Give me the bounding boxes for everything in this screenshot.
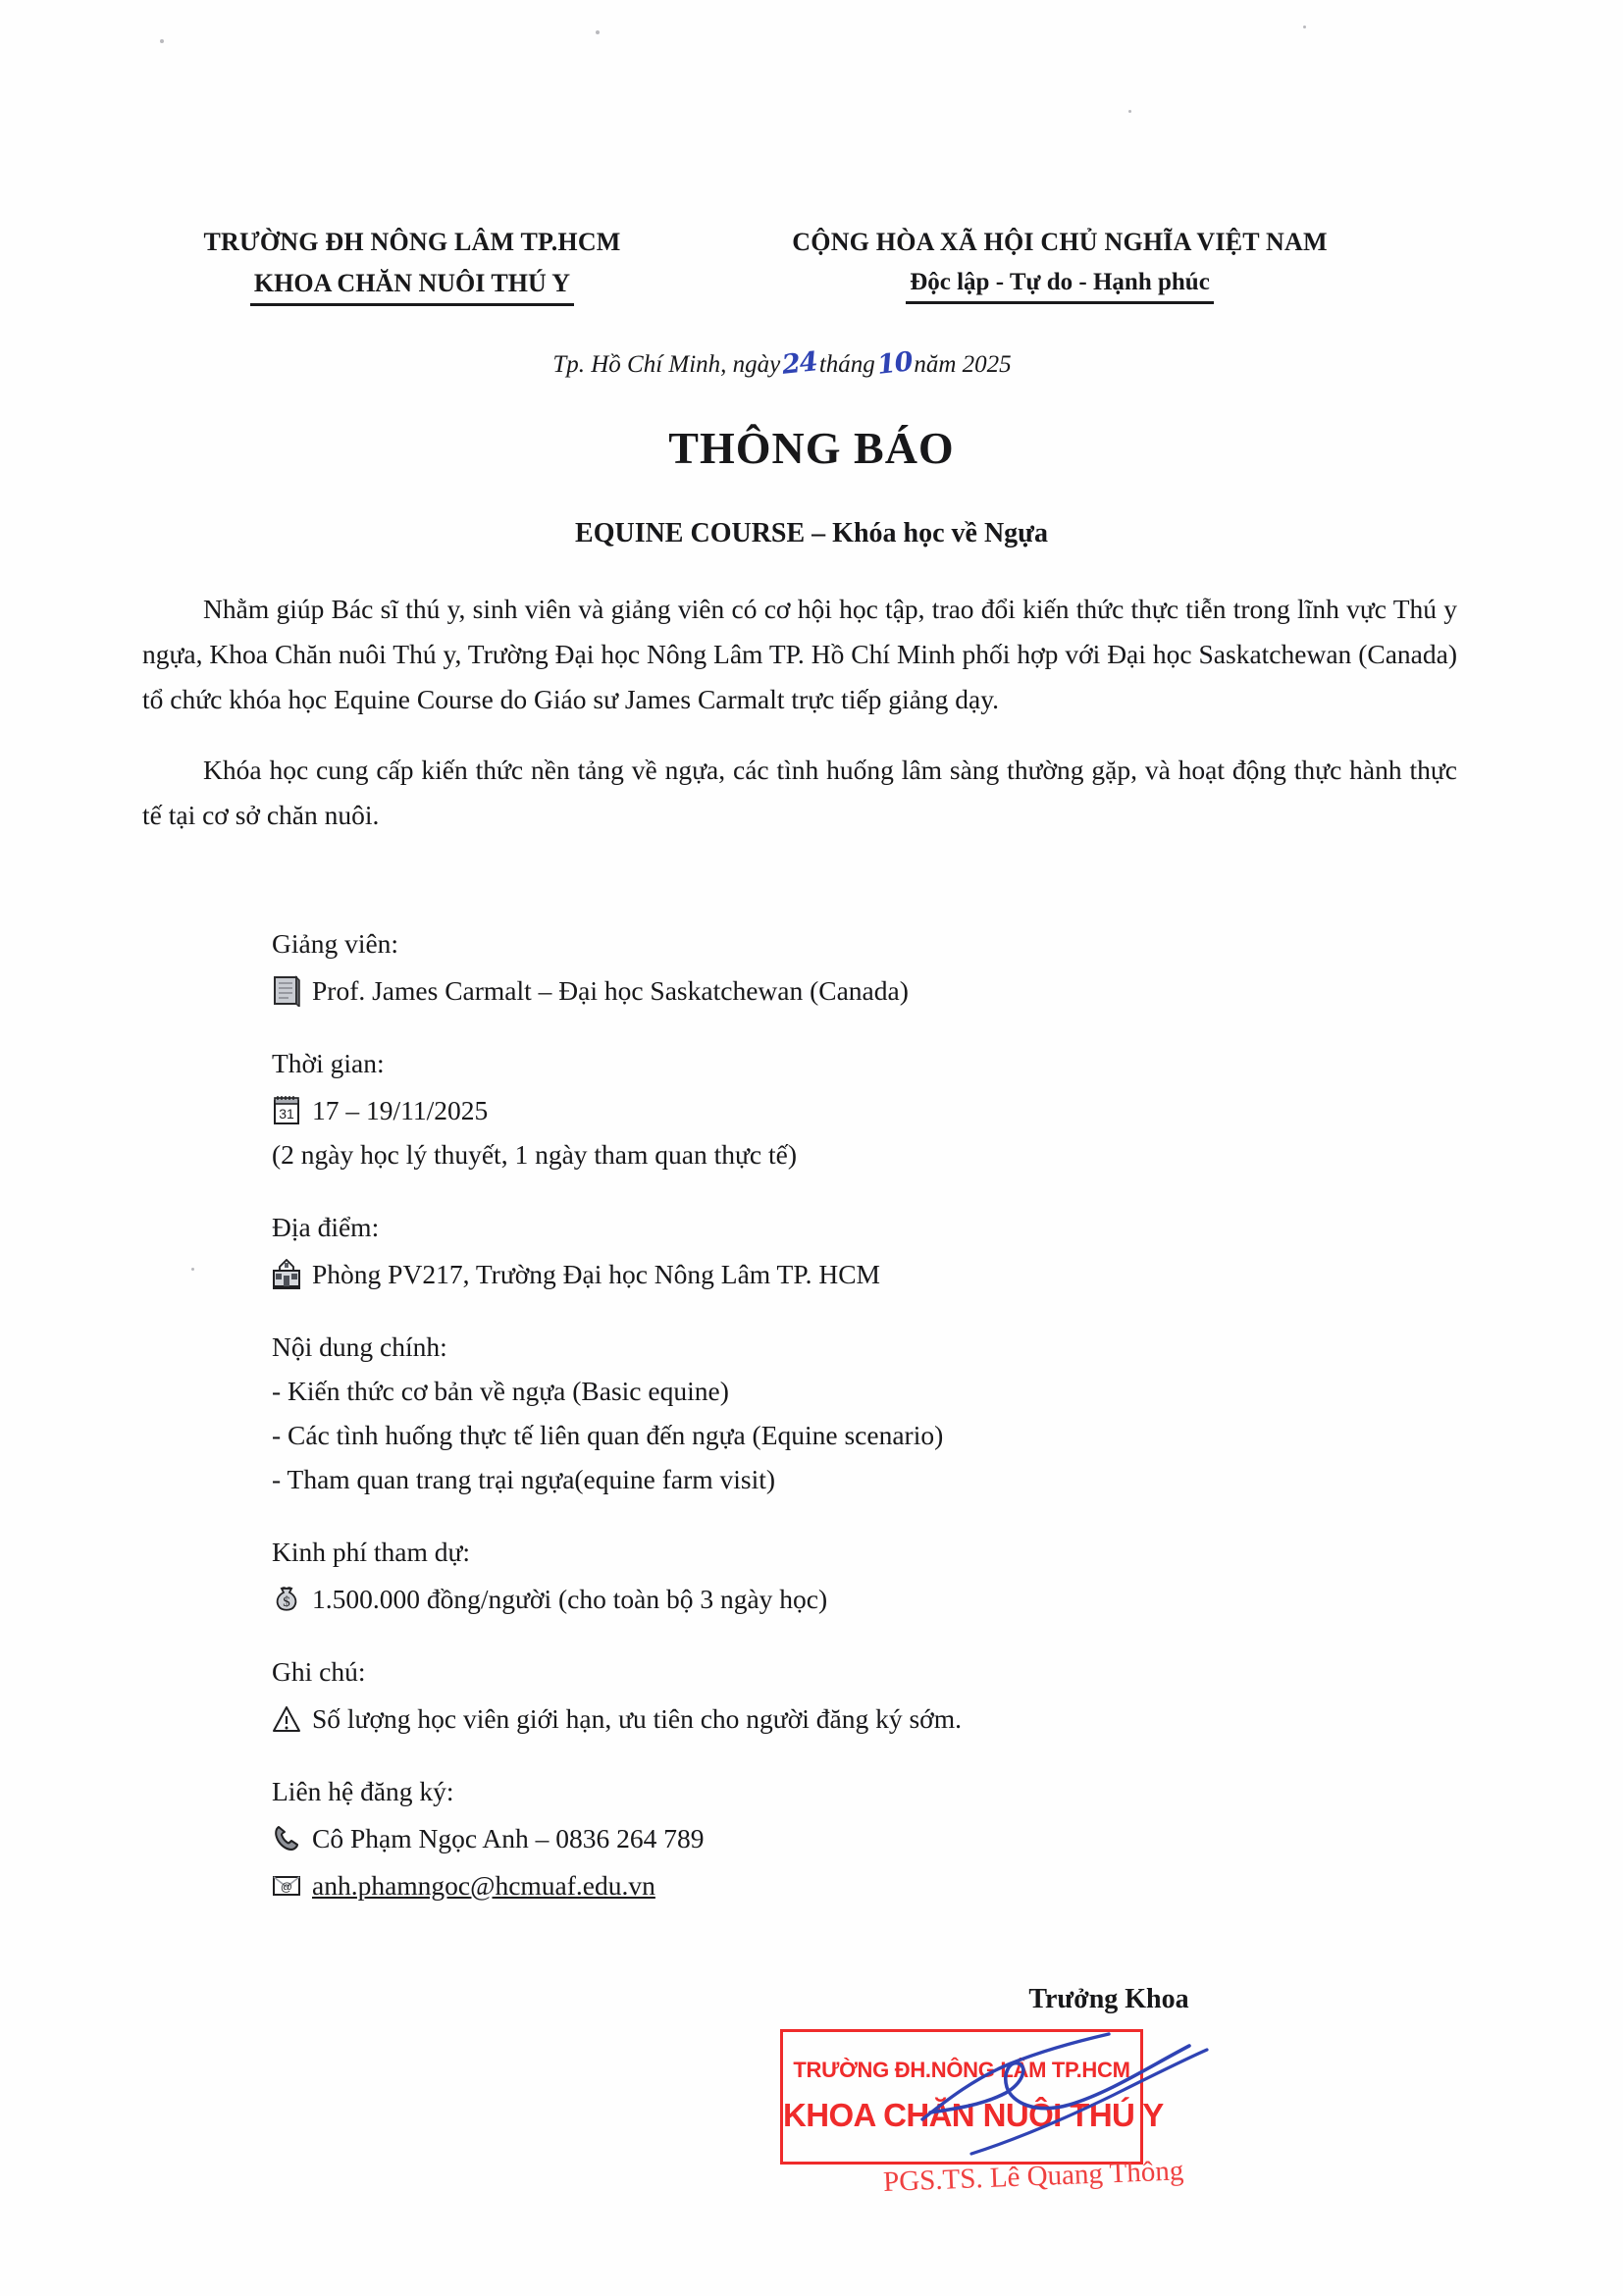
paragraph-overview: Khóa học cung cấp kiến thức nền tảng về ngựa, các tình huống lâm sàng thường gặp, và hoạt động thực hành thực tế tại cơ sở chăn nuôi. [142, 755, 1457, 830]
stamp-line-faculty: KHOA CHĂN NUÔI THÚ Y [783, 2097, 1164, 2133]
note-label: Ghi chú: [272, 1656, 366, 1687]
national-motto: Độc lập - Tự do - Hạnh phúc [906, 269, 1214, 304]
signature-title: Trưởng Khoa [1028, 1984, 1189, 2014]
section-contact [272, 1770, 1459, 1907]
dateline-middle: tháng [818, 351, 875, 378]
contact-label: Liên hệ đăng ký: [272, 1776, 454, 1806]
book-icon [272, 975, 301, 1007]
signer-name: PGS.TS. Lê Quang Thông [882, 2155, 1184, 2199]
building-icon [272, 1259, 301, 1290]
section-fee [272, 1531, 1459, 1621]
svg-text:@: @ [280, 1880, 293, 1894]
section-content [272, 1326, 1459, 1501]
instructor-label: Giảng viên: [272, 928, 399, 959]
page-subtitle: EQUINE COURSE – Khóa học về Ngựa [575, 518, 1048, 548]
paragraph-intro: Nhằm giúp Bác sĩ thú y, sinh viên và giảng viên có cơ hội học tập, trao đổi kiến thức thực tiễn trong lĩnh vực Thú y ngựa, Khoa Chăn nuôi Thú y, Trường Đại học Nông Lâm TP. Hồ Chí Minh phối hợp với Đại học Saskatchewan (Canada) tổ chức khóa học Equine Course do Giáo sư James Carmalt trực tiếp giảng dạy. [142, 594, 1457, 714]
body-text [142, 587, 1457, 852]
scan-speck [191, 1268, 194, 1271]
svg-text:$: $ [283, 1594, 290, 1610]
email-icon [272, 1870, 301, 1902]
stamp-line-university: TRƯỜNG ĐH.NÔNG LÂM TP.HCM [793, 2058, 1130, 2082]
dateline [0, 348, 1623, 379]
handwritten-month: 10 [875, 346, 914, 381]
faculty-name: KHOA CHĂN NUÔI THÚ Y [250, 269, 574, 306]
time-value: 17 – 19/11/2025 [312, 1095, 489, 1125]
section-note [272, 1650, 1459, 1741]
venue-label: Địa điểm: [272, 1212, 380, 1242]
header-right-block [716, 228, 1403, 304]
fee-label: Kinh phí tham dự: [272, 1537, 471, 1567]
instructor-value: Prof. James Carmalt – Đại học Saskatchewan (Canada) [312, 975, 909, 1006]
details-sections [272, 922, 1459, 1937]
section-venue [272, 1206, 1459, 1296]
scan-speck [1128, 110, 1131, 113]
university-name: TRƯỜNG ĐH NÔNG LÂM TP.HCM [203, 228, 621, 256]
official-stamp [780, 2029, 1164, 2165]
svg-text:31: 31 [279, 1106, 294, 1122]
note-value: Số lượng học viên giới hạn, ưu tiên cho người đăng ký sớm. [312, 1703, 962, 1734]
dateline-prefix: Tp. Hồ Chí Minh, ngày [552, 351, 781, 378]
dateline-suffix: năm 2025 [914, 351, 1012, 378]
time-note: (2 ngày học lý thuyết, 1 ngày tham quan thực tế) [272, 1139, 797, 1170]
handwritten-day: 24 [780, 346, 819, 381]
section-instructor [272, 922, 1459, 1013]
content-item: - Kiến thức cơ bản về ngựa (Basic equine) [272, 1376, 729, 1406]
calendar-icon [272, 1095, 301, 1126]
time-label: Thời gian: [272, 1048, 385, 1078]
phone-icon [272, 1823, 301, 1854]
document-header [0, 228, 1623, 306]
section-time [272, 1042, 1459, 1176]
money-bag-icon [272, 1584, 301, 1615]
page-title: THÔNG BÁO [668, 423, 955, 473]
content-label: Nội dung chính: [272, 1331, 447, 1362]
scan-speck [596, 30, 600, 34]
content-item: - Tham quan trang trại ngựa(equine farm visit) [272, 1464, 776, 1494]
content-item: - Các tình huống thực tế liên quan đến ngựa (Equine scenario) [272, 1420, 944, 1450]
scan-speck [160, 39, 164, 43]
venue-value: Phòng PV217, Trường Đại học Nông Lâm TP. HCM [312, 1259, 881, 1289]
contact-email-link[interactable]: anh.phamngoc@hcmuaf.edu.vn [312, 1870, 655, 1901]
warning-icon [272, 1703, 301, 1735]
contact-phone: Cô Phạm Ngọc Anh – 0836 264 789 [312, 1823, 705, 1853]
scan-speck [1303, 26, 1306, 28]
fee-value: 1.500.000 đồng/người (cho toàn bộ 3 ngày học) [312, 1584, 828, 1614]
national-title: CỘNG HÒA XÃ HỘI CHỦ NGHĨA VIỆT NAM [792, 228, 1328, 256]
header-left-block [108, 228, 716, 306]
